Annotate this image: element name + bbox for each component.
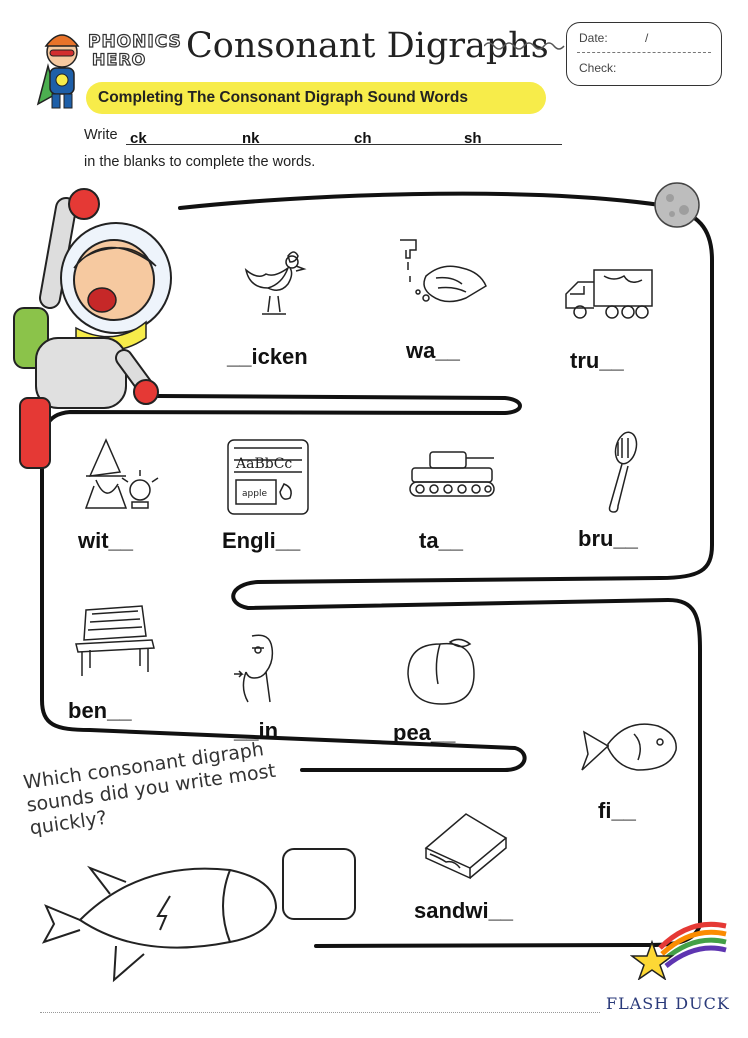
word-sandwich: sandwi__ bbox=[414, 898, 514, 923]
date-check-box bbox=[566, 22, 722, 86]
chin-icon bbox=[230, 632, 294, 704]
brush-icon bbox=[600, 430, 640, 514]
date-divider bbox=[577, 52, 711, 53]
word-fish: fi__ bbox=[598, 798, 636, 823]
footer-divider bbox=[40, 1012, 600, 1013]
astronaut-hero-icon bbox=[6, 188, 176, 478]
word-witch: wit__ bbox=[78, 528, 134, 553]
question-text: Which consonant digraph sounds did you write most quickly? bbox=[22, 738, 278, 840]
write-label: Write bbox=[84, 127, 118, 143]
check-label: Check: bbox=[579, 61, 617, 75]
hero-logo-icon bbox=[34, 24, 86, 114]
rocket-icon bbox=[40, 850, 284, 990]
witch-icon bbox=[82, 436, 164, 516]
word-chicken: __icken bbox=[227, 344, 308, 369]
subtitle-text: Completing The Consonant Digraph Sound Words bbox=[98, 89, 468, 106]
date-label: Date: bbox=[579, 31, 608, 45]
digraph-ck: ck bbox=[130, 130, 147, 147]
word-peach: pea__ bbox=[393, 720, 456, 745]
moon-icon bbox=[652, 180, 702, 230]
washing-hands-icon bbox=[396, 236, 492, 310]
word-wash: wa__ bbox=[406, 338, 460, 363]
word-tank: ta__ bbox=[419, 528, 464, 553]
brand-logo: FLASH DUCK bbox=[606, 994, 730, 1013]
peach-icon bbox=[404, 634, 482, 708]
tank-icon bbox=[406, 446, 498, 502]
digraph-nk: nk bbox=[242, 130, 260, 147]
svg-text:AaBbCc: AaBbCc bbox=[236, 456, 293, 472]
sandwich-icon bbox=[420, 808, 510, 882]
fish-icon bbox=[578, 714, 682, 778]
digraph-line bbox=[126, 144, 562, 145]
logo-text-bottom: HERO bbox=[92, 50, 147, 69]
digraph-sh: sh bbox=[464, 130, 482, 147]
logo-text-top: PHONICS bbox=[88, 32, 182, 52]
word-chin: __in bbox=[234, 718, 279, 743]
wave-decoration-icon bbox=[484, 40, 566, 52]
svg-text:apple: apple bbox=[242, 489, 267, 499]
english-book-icon bbox=[222, 436, 314, 518]
star-rainbow-icon bbox=[630, 918, 730, 980]
page-title: Consonant Digraphs bbox=[186, 26, 549, 66]
word-brush: bru__ bbox=[578, 526, 638, 551]
digraph-ch: ch bbox=[354, 130, 372, 147]
word-truck: tru__ bbox=[570, 348, 624, 373]
subtitle-banner bbox=[86, 82, 546, 114]
word-english: Engli__ bbox=[222, 528, 301, 553]
rooster-icon bbox=[238, 244, 310, 324]
bench-icon bbox=[72, 604, 156, 678]
truck-icon bbox=[560, 266, 656, 326]
answer-box[interactable] bbox=[282, 848, 356, 920]
word-bench: ben__ bbox=[68, 698, 132, 723]
date-separator: / bbox=[645, 31, 649, 45]
instruction-text: in the blanks to complete the words. bbox=[84, 154, 316, 170]
